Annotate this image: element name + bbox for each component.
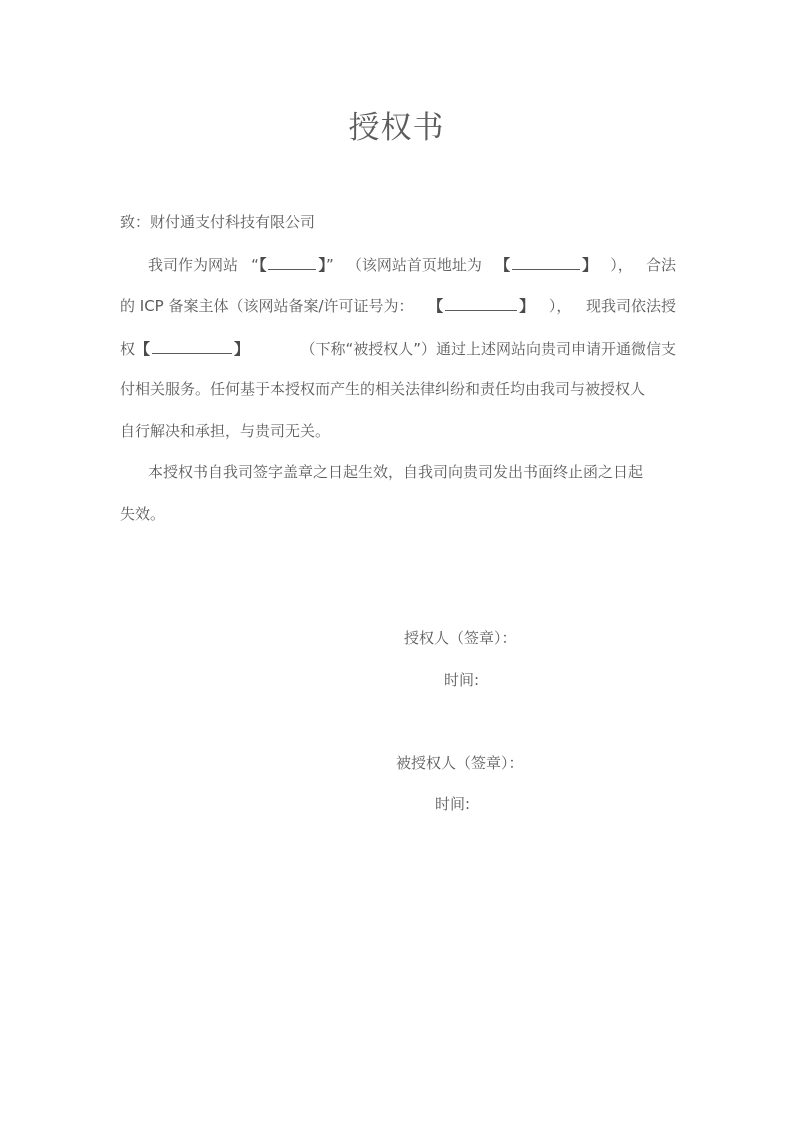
paragraph-1-line-2: [120, 294, 676, 317]
website-name-group: [251, 253, 334, 276]
paragraph-1-line-1: [120, 253, 676, 276]
bracket-open: 【: [495, 256, 511, 274]
p1-punct: ），: [548, 297, 572, 315]
paragraph-2-line-1: 本授权书自我司签字盖章之日起生效，自我司向贵司发出书面终止函之日起: [148, 463, 644, 481]
bracket-close: 】: [234, 340, 250, 358]
grantee-group: [120, 337, 249, 360]
paragraph-2-line-2: 失效。: [120, 505, 166, 523]
addressee-line: 致：财付通支付科技有限公司: [120, 213, 316, 231]
p1-text: 权: [120, 340, 136, 358]
icp-number-blank[interactable]: [445, 294, 517, 311]
icp-number-group: [428, 294, 534, 317]
homepage-address-blank[interactable]: [512, 253, 580, 270]
homepage-address-label: （该网站首页地址为: [346, 256, 482, 274]
bracket-open: 【: [135, 340, 151, 358]
bracket-open: 【: [258, 256, 267, 274]
p1-text: 合法: [645, 256, 676, 274]
grantor-signature-label: 授权人（签章）：: [404, 629, 517, 647]
paragraph-1-line-5: 自行解决和承担，与贵司无关。: [120, 422, 331, 440]
grantee-date-label: 时间:: [435, 795, 471, 813]
homepage-address-group: [495, 253, 597, 276]
document-title: 授权书: [348, 110, 445, 146]
grantee-signature-label: 被授权人（签章）：: [396, 754, 524, 772]
grantee-name-blank[interactable]: [152, 337, 232, 354]
bracket-open: 【: [428, 297, 444, 315]
p1-text: 现我司依法授: [585, 297, 676, 315]
paragraph-1-line-4: 付相关服务。任何基于本授权而产生的相关法律纠纷和责任均由我司与被授权人: [120, 380, 646, 398]
p1-text: 的 ICP 备案主体（该网站备案/许可证号为：: [120, 297, 414, 315]
open-quote: “: [251, 256, 259, 274]
bracket-close: 】: [519, 297, 535, 315]
p1-punct: ），: [610, 256, 633, 274]
grantor-date-label: 时间:: [444, 671, 480, 689]
close-quote: ”: [325, 256, 334, 274]
bracket-close: 】: [582, 256, 598, 274]
p1-text: 我司作为网站: [148, 256, 239, 274]
p1-text: （下称“被授权人”）通过上述网站向贵司申请开通微信支: [300, 340, 676, 358]
bracket-close: 】: [318, 256, 326, 274]
website-name-blank[interactable]: [268, 253, 316, 270]
paragraph-1-line-3: [120, 337, 676, 360]
